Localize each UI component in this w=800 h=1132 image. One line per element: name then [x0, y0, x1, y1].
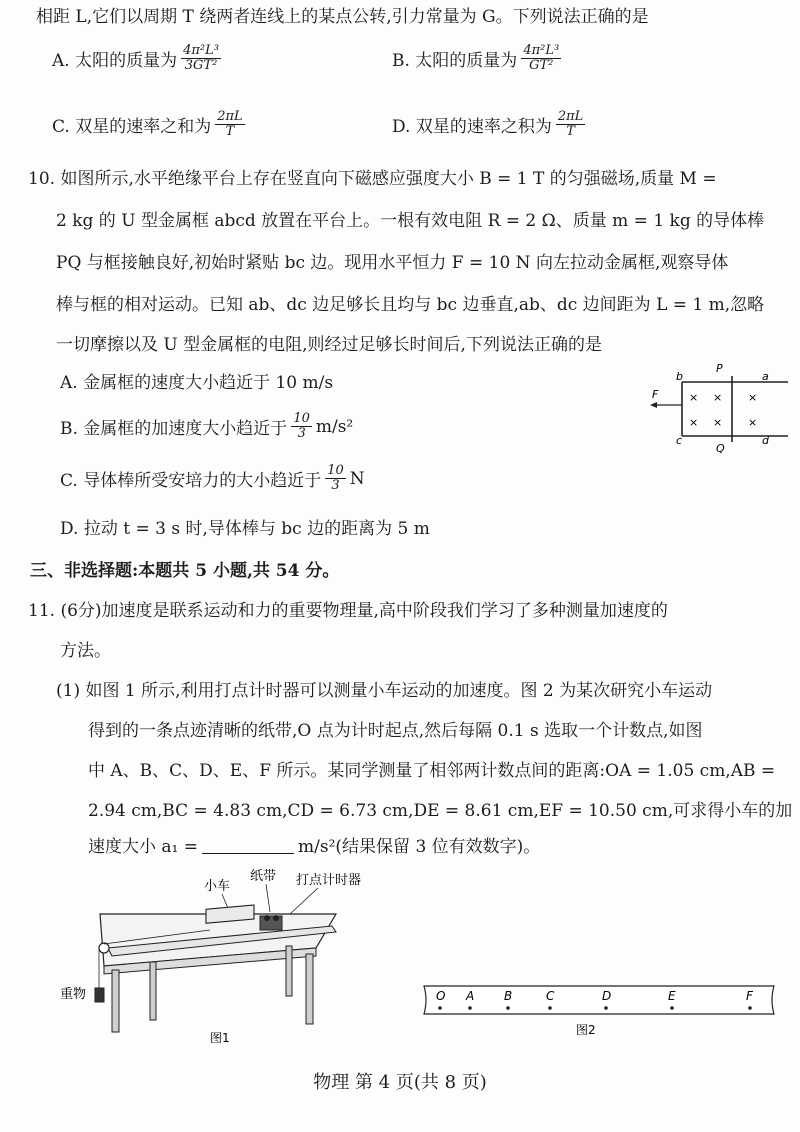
tape-point-label: F: [746, 989, 753, 1003]
table-leg: [150, 962, 156, 1020]
fraction-numerator: 2πL: [217, 109, 243, 124]
fraction-denominator: 3: [297, 426, 306, 441]
q11-part1-line-5: [88, 832, 540, 857]
figure-1-caption: 图1: [210, 1031, 230, 1045]
label-car: 小车: [204, 879, 231, 894]
field-mark: ×: [748, 416, 758, 429]
tape-point-label: E: [668, 989, 676, 1003]
q10-stem-line-1: 10. 如图所示,水平绝缘平台上存在竖直向下磁感应强度大小 B = 1 T 的匀强磁场,质量 M =: [28, 169, 717, 189]
q10-option-c-text: C. 导体棒所受安培力的大小趋近于: [60, 471, 322, 491]
q10-option-b: [60, 412, 353, 441]
q11-part1-line-4: 2.94 cm,BC = 4.83 cm,CD = 6.73 cm,DE = 8.61 cm,EF = 10.50 cm,可求得小车的加: [88, 801, 793, 821]
tape-dot: [548, 1006, 552, 1010]
q10-option-b-text: B. 金属框的加速度大小趋近于: [60, 419, 288, 439]
label-pointer: [290, 888, 318, 914]
fraction-numerator: 2πL: [557, 109, 584, 124]
fraction-denominator: GT²: [529, 58, 554, 73]
label-F: F: [652, 388, 659, 401]
q9-option-a: [52, 44, 221, 73]
tape-point-label: B: [504, 989, 513, 1003]
fraction-denominator: 3: [331, 478, 340, 493]
fraction-numerator: 4π²L³: [523, 43, 560, 58]
table-leg: [112, 970, 119, 1032]
q10-option-c: [60, 464, 365, 493]
q11-part1-line-3: 中 A、B、C、D、E、F 所示。某同学测量了相邻两计数点间的距离:OA = 1.05 cm,AB =: [88, 761, 776, 781]
timer-knob: [273, 915, 279, 921]
tape-dot: [748, 1006, 752, 1010]
q10-stem-line-5: 一切摩擦以及 U 型金属框的电阻,则经过足够长时间后,下列说法正确的是: [56, 335, 602, 355]
q9-option-b-fraction: [521, 44, 561, 73]
q10-option-d: D. 拉动 t = 3 s 时,导体棒与 bc 边的距离为 5 m: [60, 519, 430, 539]
q11-stem-line-2: 方法。: [60, 641, 111, 661]
page-footer: 物理 第 4 页(共 8 页): [313, 1072, 487, 1093]
tape-point-label: A: [466, 989, 475, 1003]
tape-dot: [604, 1006, 608, 1010]
q9-option-d: [392, 110, 585, 139]
tape-dot: [506, 1006, 510, 1010]
q10-option-c-unit: N: [349, 468, 365, 489]
label-weight: 重物: [60, 987, 87, 1002]
tape-point-label: O: [436, 989, 446, 1003]
fraction-denominator: 3GT²: [184, 58, 218, 73]
table-leg: [286, 946, 292, 996]
tape-dot: [468, 1006, 472, 1010]
q9-option-c: [52, 110, 245, 139]
q9-option-d-fraction: [556, 110, 585, 139]
q10-option-a: A. 金属框的速度大小趋近于 10 m/s: [60, 373, 334, 393]
q10-stem-line-3: PQ 与框接触良好,初始时紧贴 bc 边。现用水平恒力 F = 10 N 向左拉动金属框,观察导体: [56, 253, 729, 273]
label-tape: 纸带: [250, 869, 277, 884]
fraction-denominator: T: [225, 124, 235, 139]
q11-part1-line-1: (1) 如图 1 所示,利用打点计时器可以测量小车运动的加速度。图 2 为某次研究小车运动: [56, 681, 713, 701]
q10-stem-line-2: 2 kg 的 U 型金属框 abcd 放置在平台上。一根有效电阻 R = 2 Ω、质量 m = 1 kg 的导体棒: [56, 211, 765, 231]
tape-outline: [424, 986, 774, 1014]
q11-part1-line-2: 得到的一条点迹清晰的纸带,O 点为计时起点,然后每隔 0.1 s 选取一个计数点,如图: [88, 721, 703, 741]
tape-point-label: D: [602, 989, 612, 1003]
q9-stem-line: 相距 L,它们以周期 T 绕两者连线上的某点公转,引力常量为 G。下列说法正确的是: [36, 7, 649, 27]
acceleration-label: 速度大小 a₁ =: [88, 837, 199, 857]
q9-option-c-fraction: [215, 110, 244, 139]
q10-option-c-fraction: [325, 464, 346, 493]
force-arrow-head: [650, 402, 657, 408]
field-mark: ×: [713, 391, 723, 404]
q9-option-a-text: A. 太阳的质量为: [52, 51, 178, 71]
pulley: [99, 943, 109, 953]
table-leg: [306, 954, 313, 1024]
q11-figure-1-cart-setup: [60, 869, 362, 1050]
tape-dot: [670, 1006, 674, 1010]
tape-dot: [438, 1006, 442, 1010]
answer-unit-note: m/s²(结果保留 3 位有效数字)。: [298, 837, 541, 857]
label-d: d: [762, 434, 769, 447]
fraction-numerator: 10: [293, 411, 310, 426]
q10-figure-u-frame: [638, 360, 788, 460]
answer-blank[interactable]: [202, 835, 294, 854]
section-heading: 三、非选择题:本题共 5 小题,共 54 分。: [30, 561, 340, 581]
field-mark: ×: [689, 416, 699, 429]
q9-option-b-text: B. 太阳的质量为: [392, 51, 518, 71]
label-Q: Q: [716, 442, 725, 455]
fraction-denominator: T: [566, 124, 575, 139]
timer-knob: [264, 915, 270, 921]
q11-figure-2-paper-tape: [420, 982, 780, 1042]
label-P: P: [716, 362, 723, 375]
q10-option-b-fraction: [291, 412, 312, 441]
field-mark: ×: [689, 391, 699, 404]
tape-point-label: C: [546, 989, 555, 1003]
figure-2-caption: 图2: [576, 1023, 596, 1037]
label-pointer: [266, 884, 270, 912]
q9-option-d-text: D. 双星的速率之积为: [392, 117, 552, 137]
label-b: b: [676, 370, 683, 383]
label-a: a: [762, 370, 769, 383]
q10-stem-line-4: 棒与框的相对运动。已知 ab、dc 边足够长且均与 bc 边垂直,ab、dc 边间距为 L = 1 m,忽略: [56, 295, 765, 315]
field-mark: ×: [713, 416, 723, 429]
hanging-weight: [95, 988, 104, 1002]
fraction-numerator: 4π²L³: [183, 43, 219, 58]
q10-option-b-unit: m/s²: [315, 416, 354, 437]
label-timer: 打点计时器: [296, 873, 362, 888]
q11-stem-line-1: 11. (6分)加速度是联系运动和力的重要物理量,高中阶段我们学习了多种测量加速度的: [28, 601, 668, 621]
label-c: c: [676, 434, 683, 447]
q9-option-c-text: C. 双星的速率之和为: [52, 117, 212, 137]
q9-option-a-fraction: [181, 44, 221, 73]
field-mark: ×: [748, 391, 758, 404]
q9-option-b: [392, 44, 561, 73]
fraction-numerator: 10: [327, 463, 344, 478]
